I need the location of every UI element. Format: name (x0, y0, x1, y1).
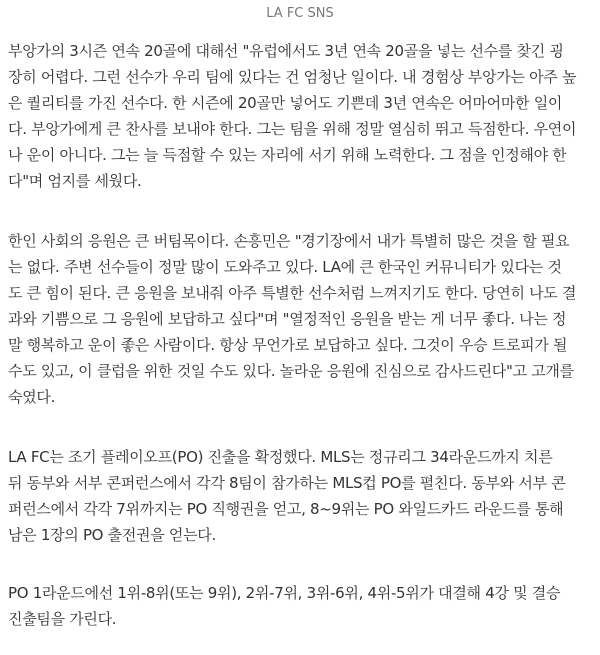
paragraph-line: 수도 있고, 이 클럽을 위한 것일 수도 있다. 놀라운 응원에 진심으로 감사드린다"고 고개를 (8, 362, 574, 380)
paragraph-line: 다"며 엄지를 세웠다. (8, 172, 142, 190)
paragraph-line: 과와 기쁨으로 그 응원에 보답하고 싶다"며 "열정적인 응원을 받는 게 너무 좋다. 나는 정 (8, 310, 567, 328)
article-paragraph (8, 38, 594, 194)
paragraph-line: 뒤 동부와 서부 콘퍼런스에서 각각 8팀이 참가하는 MLS컵 PO를 펼친다. 동부와 서부 콘 (8, 474, 566, 492)
paragraph-line: 진출팀을 가린다. (8, 610, 117, 628)
paragraph-line: PO 1라운드에선 1위-8위(또는 9위), 2위-7위, 3위-6위, 4위-5위가 대결해 4강 및 결승 (8, 584, 561, 602)
paragraph-line: 은 퀄리티를 가진 선수다. 한 시즌에 20골만 넣어도 기쁜데 3년 연속은 어마어마한 일이 (8, 94, 563, 112)
paragraph-line: 나 운이 아니다. 그는 늘 득점할 수 있는 자리에 서기 위해 노력한다. 그 점을 인정해야 한 (8, 146, 567, 164)
paragraph-line: 말 행복하고 운이 좋은 사람이다. 항상 무언가로 보답하고 싶다. 그것이 우승 트로피가 될 (8, 336, 568, 354)
paragraph-line: 퍼런스에서 각각 7위까지는 PO 직행권을 얻고, 8~9위는 PO 와일드카드 라운드를 통해 (8, 500, 564, 518)
paragraph-line: 숙였다. (8, 388, 56, 406)
paragraph-line: 는 없다. 주변 선수들이 정말 많이 도와주고 있다. LA에 큰 한국인 커뮤니티가 있다는 것 (8, 258, 562, 276)
paragraph-line: 부앙가의 3시즌 연속 20골에 대해선 "유럽에서도 3년 연속 20골을 넣는 선수를 찾긴 굉 (8, 42, 564, 60)
paragraph-line: 한인 사회의 응원은 큰 버팀목이다. 손흥민은 "경기장에서 내가 특별히 많은 것을 할 필요 (8, 232, 570, 250)
article-paragraph (8, 444, 594, 548)
paragraph-line: LA FC는 조기 플레이오프(PO) 진출을 확정했다. MLS는 정규리그 34라운드까지 치른 (8, 448, 553, 466)
article-paragraph (8, 580, 594, 632)
article-paragraph (8, 228, 594, 410)
image-caption: LA FC SNS (266, 6, 334, 21)
paragraph-line: 장히 어렵다. 그런 선수가 우리 팀에 있다는 건 엄청난 일이다. 내 경험상 부앙가는 아주 높 (8, 68, 577, 86)
paragraph-line: 남은 1장의 PO 출전권을 얻는다. (8, 526, 216, 544)
paragraph-line: 다. 부앙가에게 큰 찬사를 보내야 한다. 그는 팀을 위해 정말 열심히 뛰고 득점한다. 우연이 (8, 120, 577, 138)
paragraph-line: 도 큰 힘이 된다. 큰 응원을 보내줘 아주 특별한 선수처럼 느껴지기도 한다. 당연히 나도 결 (8, 284, 577, 302)
